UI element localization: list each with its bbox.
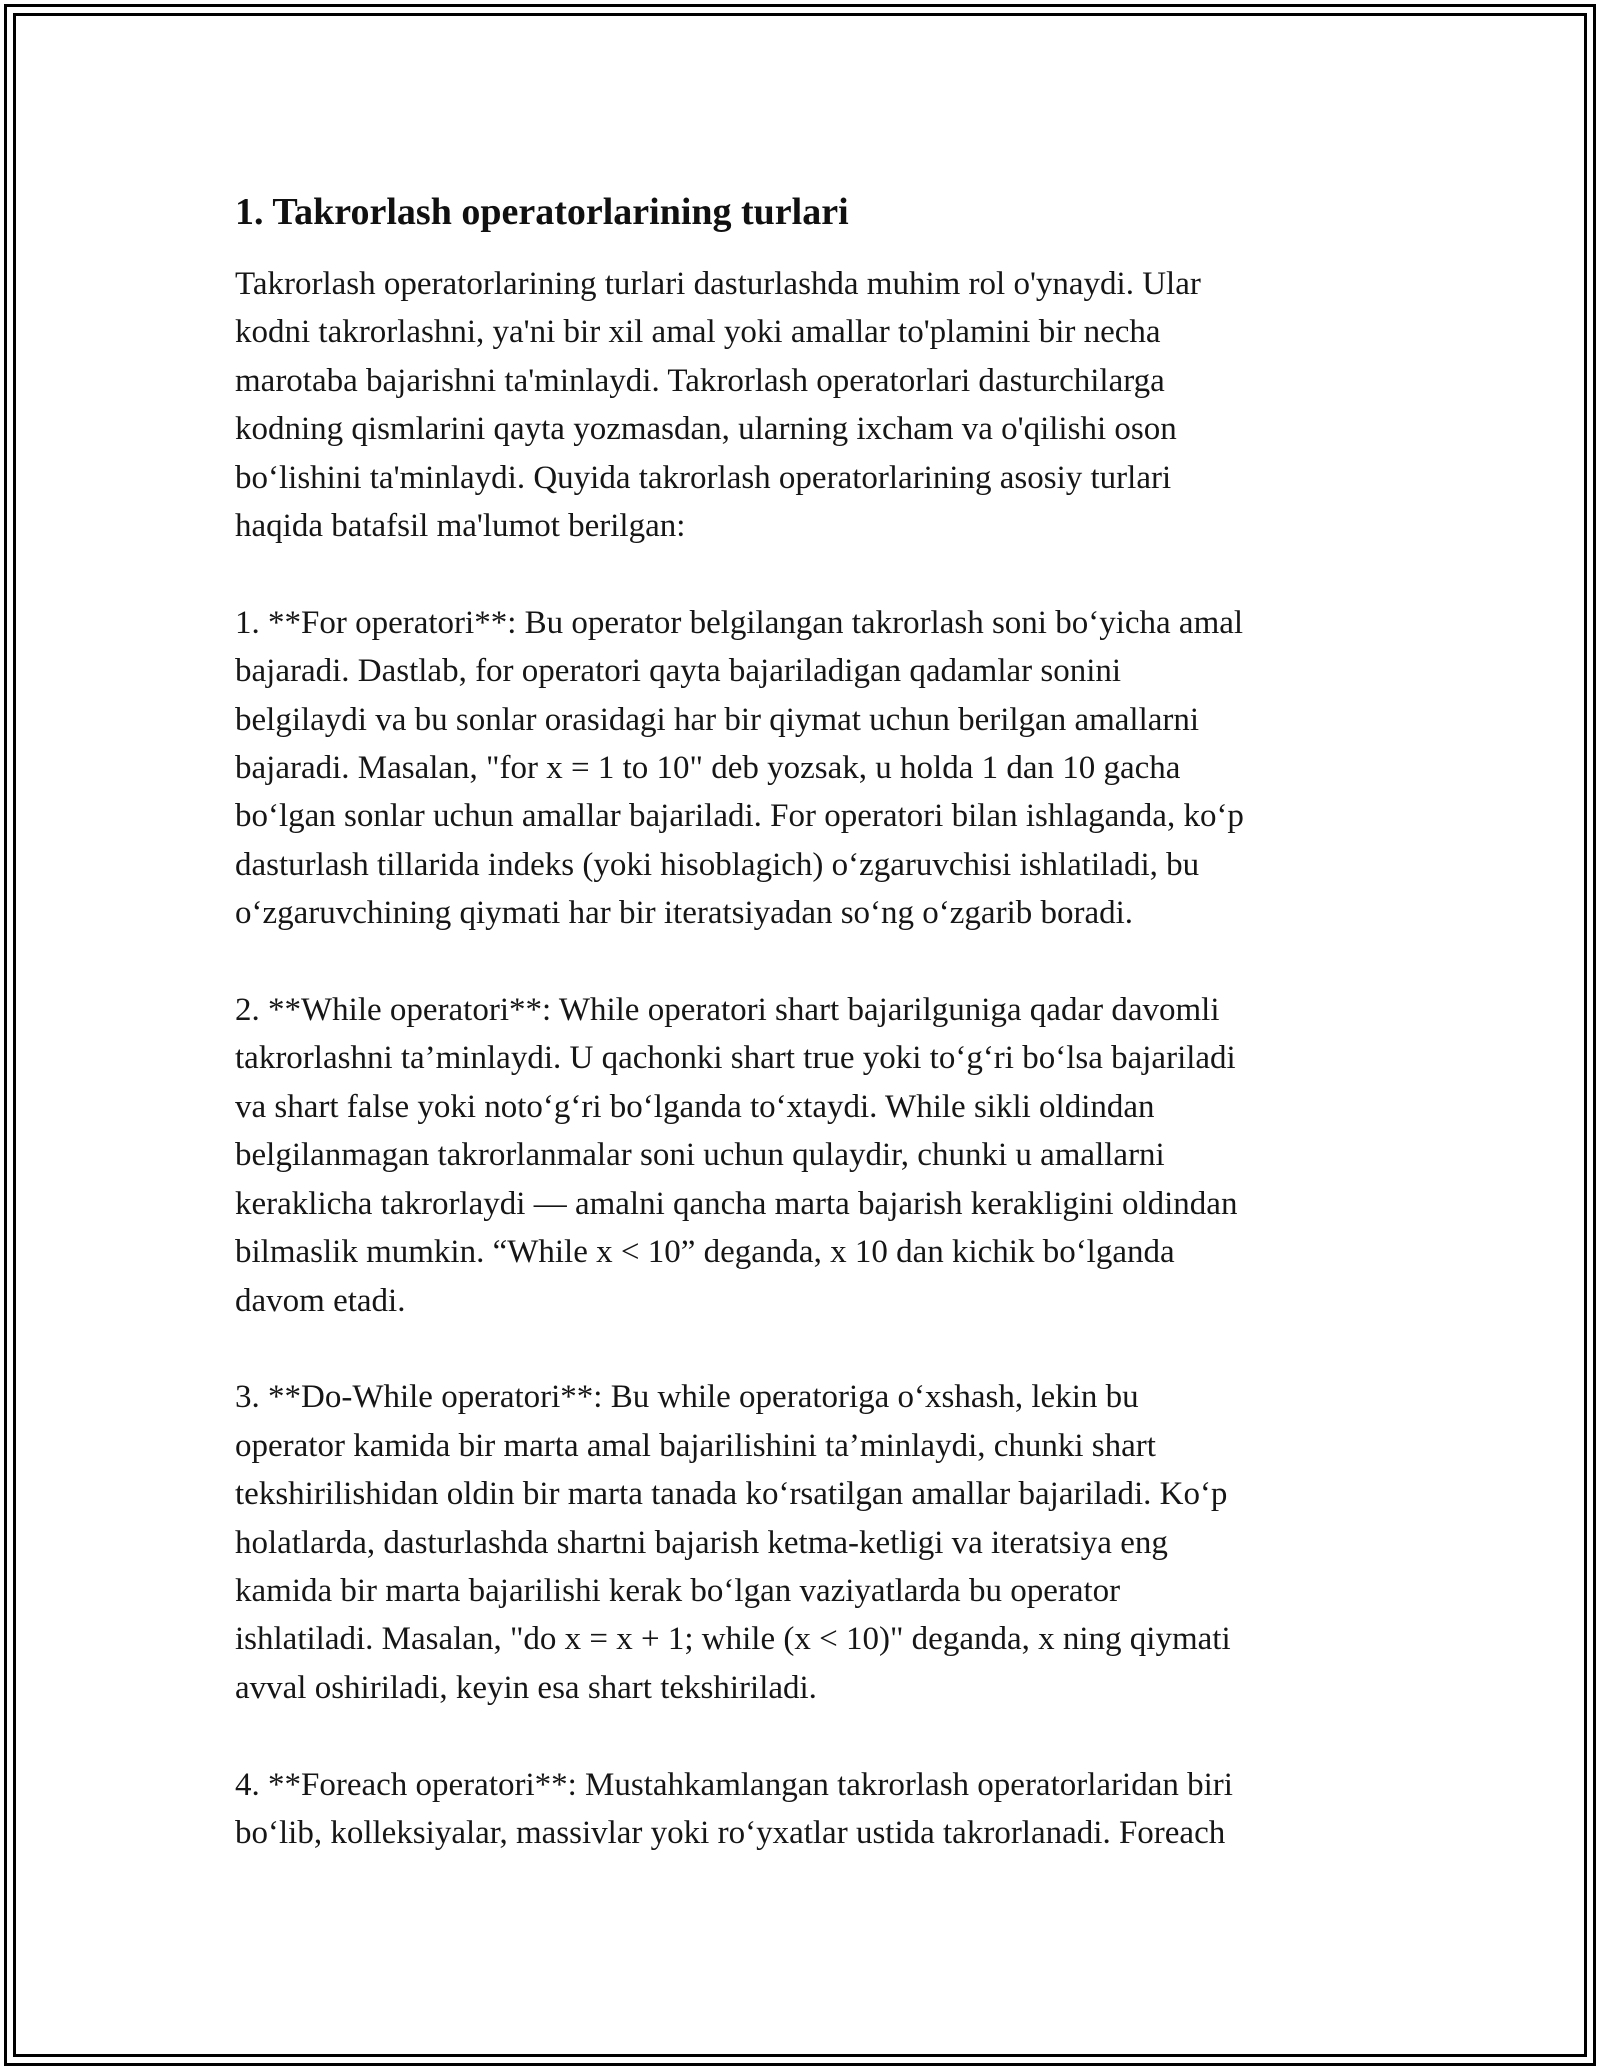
for-operator-paragraph: 1. **For operatori**: Bu operator belgilangan takrorlash soni bo‘yicha amal bajaradi. Dastlab, for operatori qayta bajariladigan qadamlar sonini belgilaydi va bu sonlar orasidagi har bir qiymat uchun berilgan amallarni bajaradi. Masalan, "for x = 1 to 10" deb yozsak, u holda 1 dan 10 gacha bo‘lgan sonlar uchun amallar bajariladi. For operatori bilan ishlaganda, ko‘p dasturlash tillarida indeks (yoki hisoblagich) o‘zgaruvchisi ishlatiladi, bu o‘zgaruvchining qiymati har bir iteratsiyadan so‘ng o‘zgarib boradi. [235, 604, 1244, 932]
foreach-operator-paragraph: 4. **Foreach operatori**: Mustahkamlangan takrorlash operatorlaridan biri bo‘lib, kolleksiyalar, massivlar yoki ro‘yxatlar ustida takrorlanadi. Foreach [235, 1766, 1233, 1851]
intro-paragraph: Takrorlash operatorlarining turlari dasturlashda muhim rol o'ynaydi. Ular kodni takrorlashni, ya'ni bir xil amal yoki amallar to'plamini bir necha marotaba bajarishni ta'minlaydi. Takrorlash operatorlari dasturchilarga kodning qismlarini qayta yozmasdan, ularning ixcham va o'qilishi oson bo‘lishini ta'minlaydi. Quyida takrorlash operatorlarining asosiy turlari haqida batafsil ma'lumot berilgan: [235, 266, 1201, 545]
document-body [235, 186, 1365, 1906]
while-operator-paragraph: 2. **While operatori**: While operatori shart bajarilguniga qadar davomli takrorlashni ta’minlaydi. U qachonki shart true yoki to‘g‘ri bo‘lsa bajariladi va shart false yoki noto‘g‘ri bo‘lganda to‘xtaydi. While sikli oldindan belgilanmagan takrorlanmalar soni uchun qulaydir, chunki u amallarni keraklicha takrorlaydi — amalni qancha marta bajarish kerakligini oldindan bilmaslik mumkin. “While x < 10” deganda, x 10 dan kichik bo‘lganda davom etadi. [235, 992, 1238, 1319]
do-while-operator-paragraph: 3. **Do-While operatori**: Bu while operatoriga o‘xshash, lekin bu operator kamida bir marta amal bajarilishini ta’minlaydi, chunki shart tekshirilishidan oldin bir marta tanada ko‘rsatilgan amallar bajariladi. Ko‘p holatlarda, dasturlashda shartni bajarish ketma-ketligi va iteratsiya eng kamida bir marta bajarilishi kerak bo‘lgan vaziyatlarda bu operator ishlatiladi. Masalan, "do x = x + 1; while (x < 10)" deganda, x ning qiymati avval oshiriladi, keyin esa shart tekshiriladi. [235, 1379, 1231, 1706]
section-heading: 1. Takrorlash operatorlarining turlari [235, 191, 849, 233]
